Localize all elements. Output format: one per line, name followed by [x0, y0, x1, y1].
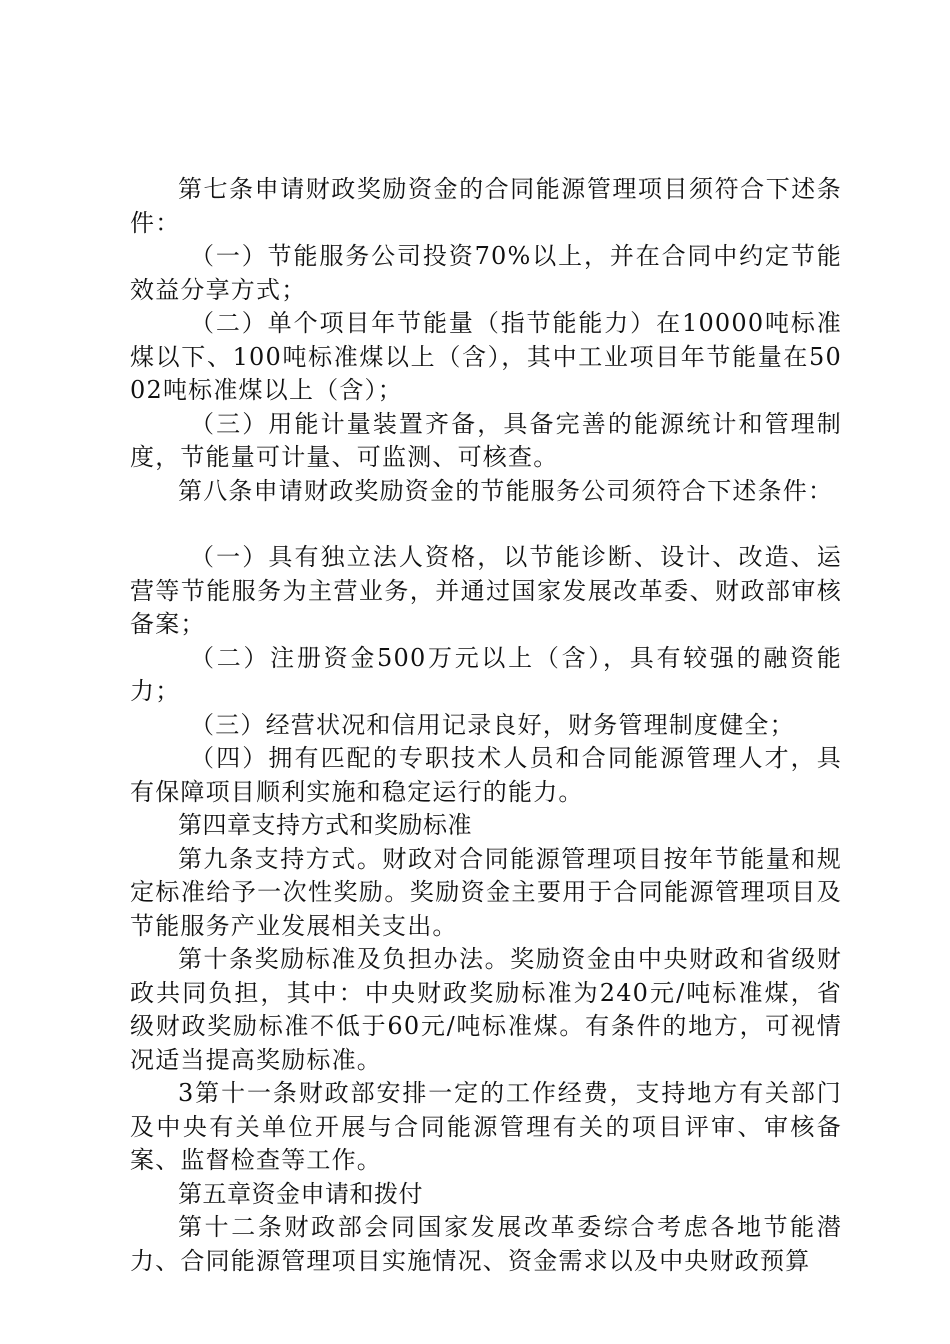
article-11: 3第十一条财政部安排一定的工作经费，支持地方有关部门及中央有关单位开展与合同能源管理有关的项目评审、审核备案、监督检查等工作。	[130, 1079, 842, 1174]
article-12: 第十二条财政部会同国家发展改革委综合考虑各地节能潜力、合同能源管理项目实施情况、资金需求以及中央财政预算	[130, 1213, 842, 1275]
article-10: 第十条奖励标准及负担办法。奖励资金由中央财政和省级财政共同负担，其中：中央财政奖励标准为240元/吨标准煤，省级财政奖励标准不低于60元/吨标准煤。有条件的地方，可视情况适当提高奖励标准。	[130, 945, 842, 1074]
article-9: 第九条支持方式。财政对合同能源管理项目按年节能量和规定标准给予一次性奖励。奖励资金主要用于合同能源管理项目及节能服务产业发展相关支出。	[130, 844, 842, 940]
article-8-item-2: （二）注册资金500万元以上（含），具有较强的融资能力；	[130, 643, 842, 705]
article-7: 第七条申请财政奖励资金的合同能源管理项目须符合下述条件：	[130, 175, 842, 237]
article-7-item-2: （二）单个项目年节能量（指节能能力）在10000吨标准煤以下、100吨标准煤以上（含），其中工业项目年节能量在5002吨标准煤以上（含）；	[130, 309, 842, 404]
article-7-item-3: （三）用能计量装置齐备，具备完善的能源统计和管理制度，节能量可计量、可监测、可核查。	[130, 409, 842, 471]
document-body	[130, 173, 842, 1278]
article-8-item-3: （三）经营状况和信用记录良好，财务管理制度健全；	[190, 710, 795, 739]
article-8-item-1: （一）具有独立法人资格，以节能诊断、设计、改造、运营等节能服务为主营业务，并通过国家发展改革委、财政部审核备案；	[130, 543, 842, 638]
article-8-item-4: （四）拥有匹配的专职技术人员和合同能源管理人才，具有保障项目顺利实施和稳定运行的能力。	[130, 744, 842, 806]
chapter-5-heading: 第五章资金申请和拨付	[178, 1179, 423, 1208]
article-8: 第八条申请财政奖励资金的节能服务公司须符合下述条件：	[178, 476, 834, 505]
chapter-4-heading: 第四章支持方式和奖励标准	[178, 811, 472, 839]
article-7-item-1: （一）节能服务公司投资70%以上，并在合同中约定节能效益分享方式；	[130, 242, 842, 304]
